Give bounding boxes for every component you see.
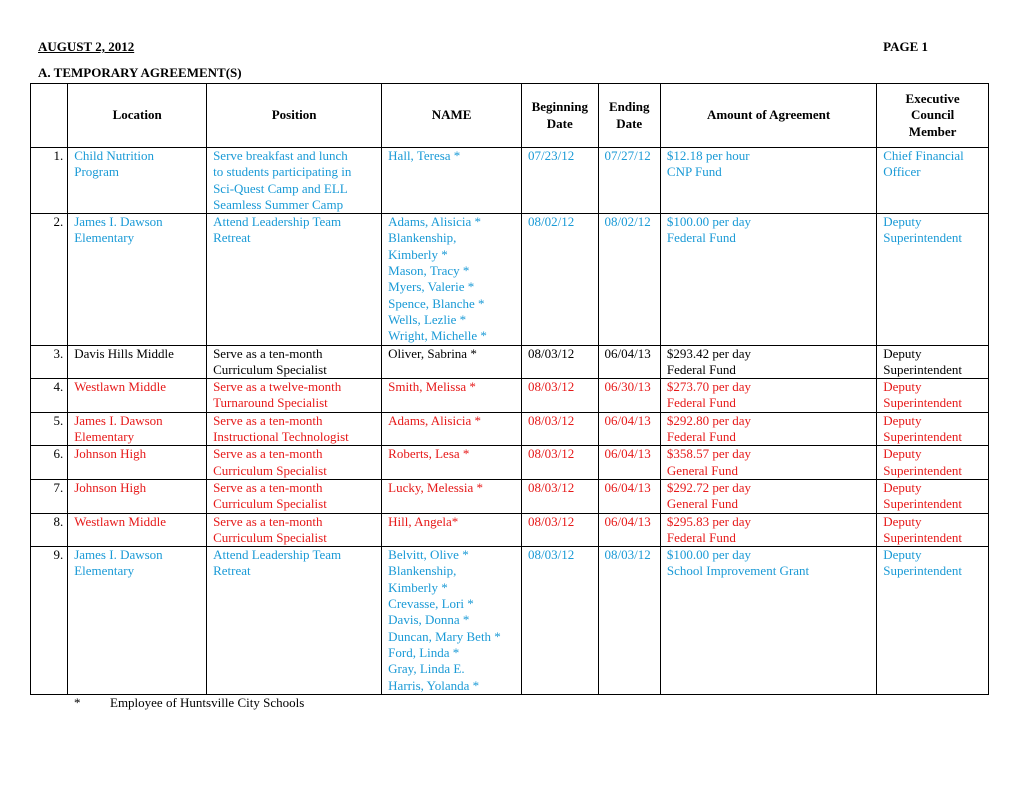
ending-date-cell: 07/27/12 <box>598 148 660 214</box>
section-title: A. TEMPORARY AGREEMENT(S) <box>38 65 242 80</box>
amount-cell: $100.00 per day Federal Fund <box>660 214 876 345</box>
row-number: 1. <box>31 148 68 214</box>
amount-cell: $292.80 per day Federal Fund <box>660 412 876 446</box>
document-date: AUGUST 2, 2012 <box>38 39 135 54</box>
position-cell: Serve as a ten-month Instructional Technologist <box>207 412 382 446</box>
table-row <box>31 547 989 695</box>
position-cell: Serve as a ten-month Curriculum Specialist <box>207 345 382 379</box>
header-beginning-date: Beginning Date <box>522 84 598 148</box>
name-cell: Adams, Alisicia * Blankenship, Kimberly * Mason, Tracy * Myers, Valerie * Spence, Blanche * Wells, Lezlie * Wright, Michelle * <box>382 214 522 345</box>
page-number: PAGE 1 <box>883 39 928 54</box>
beginning-date-cell: 08/03/12 <box>522 547 598 695</box>
row-number: 6. <box>31 446 68 480</box>
table-header-row <box>31 84 989 148</box>
ending-date-cell: 06/04/13 <box>598 446 660 480</box>
footnote <box>74 695 304 711</box>
executive-member-cell: Deputy Superintendent <box>877 547 989 695</box>
amount-cell: $273.70 per day Federal Fund <box>660 379 876 413</box>
name-cell: Oliver, Sabrina * <box>382 345 522 379</box>
row-number: 7. <box>31 479 68 513</box>
ending-date-cell: 06/04/13 <box>598 513 660 547</box>
location-cell: Westlawn Middle <box>68 513 207 547</box>
name-cell: Lucky, Melessia * <box>382 479 522 513</box>
name-cell: Adams, Alisicia * <box>382 412 522 446</box>
header-number <box>31 84 68 148</box>
footnote-text: Employee of Huntsville City Schools <box>110 695 305 710</box>
table-row <box>31 513 989 547</box>
amount-cell: $100.00 per day School Improvement Grant <box>660 547 876 695</box>
table-row <box>31 148 989 214</box>
header-location: Location <box>68 84 207 148</box>
location-cell: James I. Dawson Elementary <box>68 547 207 695</box>
name-cell: Hill, Angela* <box>382 513 522 547</box>
beginning-date-cell: 08/02/12 <box>522 214 598 345</box>
ending-date-cell: 06/30/13 <box>598 379 660 413</box>
ending-date-cell: 08/02/12 <box>598 214 660 345</box>
table-row <box>31 214 989 345</box>
name-cell: Hall, Teresa * <box>382 148 522 214</box>
location-cell: James I. Dawson Elementary <box>68 412 207 446</box>
table-row <box>31 345 989 379</box>
location-cell: Child Nutrition Program <box>68 148 207 214</box>
header-executive-council-member: Executive Council Member <box>877 84 989 148</box>
table-row <box>31 412 989 446</box>
beginning-date-cell: 08/03/12 <box>522 412 598 446</box>
row-number: 3. <box>31 345 68 379</box>
table-row <box>31 479 989 513</box>
amount-cell: $293.42 per day Federal Fund <box>660 345 876 379</box>
position-cell: Serve as a ten-month Curriculum Specialist <box>207 513 382 547</box>
position-cell: Serve breakfast and lunch to students participating in Sci-Quest Camp and ELL Seamless Summer Camp <box>207 148 382 214</box>
location-cell: Johnson High <box>68 479 207 513</box>
position-cell: Serve as a twelve-month Turnaround Specialist <box>207 379 382 413</box>
row-number: 5. <box>31 412 68 446</box>
location-cell: Westlawn Middle <box>68 379 207 413</box>
amount-cell: $295.83 per day Federal Fund <box>660 513 876 547</box>
executive-member-cell: Deputy Superintendent <box>877 412 989 446</box>
position-cell: Serve as a ten-month Curriculum Specialist <box>207 479 382 513</box>
position-cell: Attend Leadership Team Retreat <box>207 547 382 695</box>
amount-cell: $358.57 per day General Fund <box>660 446 876 480</box>
amount-cell: $12.18 per hour CNP Fund <box>660 148 876 214</box>
position-cell: Serve as a ten-month Curriculum Specialist <box>207 446 382 480</box>
row-number: 2. <box>31 214 68 345</box>
row-number: 9. <box>31 547 68 695</box>
executive-member-cell: Deputy Superintendent <box>877 379 989 413</box>
header-amount: Amount of Agreement <box>660 84 876 148</box>
location-cell: Johnson High <box>68 446 207 480</box>
executive-member-cell: Deputy Superintendent <box>877 479 989 513</box>
name-cell: Belvitt, Olive * Blankenship, Kimberly * Crevasse, Lori * Davis, Donna * Duncan, Mary Beth * Ford, Linda * Gray, Linda E. Harris, Yolanda * <box>382 547 522 695</box>
location-cell: Davis Hills Middle <box>68 345 207 379</box>
executive-member-cell: Deputy Superintendent <box>877 214 989 345</box>
footnote-asterisk: * <box>74 695 81 710</box>
ending-date-cell: 08/03/12 <box>598 547 660 695</box>
header-position: Position <box>207 84 382 148</box>
beginning-date-cell: 08/03/12 <box>522 446 598 480</box>
executive-member-cell: Deputy Superintendent <box>877 345 989 379</box>
agreements-table <box>30 83 989 695</box>
executive-member-cell: Deputy Superintendent <box>877 446 989 480</box>
location-cell: James I. Dawson Elementary <box>68 214 207 345</box>
ending-date-cell: 06/04/13 <box>598 479 660 513</box>
row-number: 8. <box>31 513 68 547</box>
beginning-date-cell: 08/03/12 <box>522 513 598 547</box>
header-ending-date: Ending Date <box>598 84 660 148</box>
executive-member-cell: Chief Financial Officer <box>877 148 989 214</box>
executive-member-cell: Deputy Superintendent <box>877 513 989 547</box>
row-number: 4. <box>31 379 68 413</box>
table-row <box>31 379 989 413</box>
beginning-date-cell: 08/03/12 <box>522 345 598 379</box>
beginning-date-cell: 08/03/12 <box>522 379 598 413</box>
beginning-date-cell: 08/03/12 <box>522 479 598 513</box>
ending-date-cell: 06/04/13 <box>598 345 660 379</box>
ending-date-cell: 06/04/13 <box>598 412 660 446</box>
position-cell: Attend Leadership Team Retreat <box>207 214 382 345</box>
amount-cell: $292.72 per day General Fund <box>660 479 876 513</box>
name-cell: Roberts, Lesa * <box>382 446 522 480</box>
beginning-date-cell: 07/23/12 <box>522 148 598 214</box>
name-cell: Smith, Melissa * <box>382 379 522 413</box>
header-name: NAME <box>382 84 522 148</box>
table-row <box>31 446 989 480</box>
